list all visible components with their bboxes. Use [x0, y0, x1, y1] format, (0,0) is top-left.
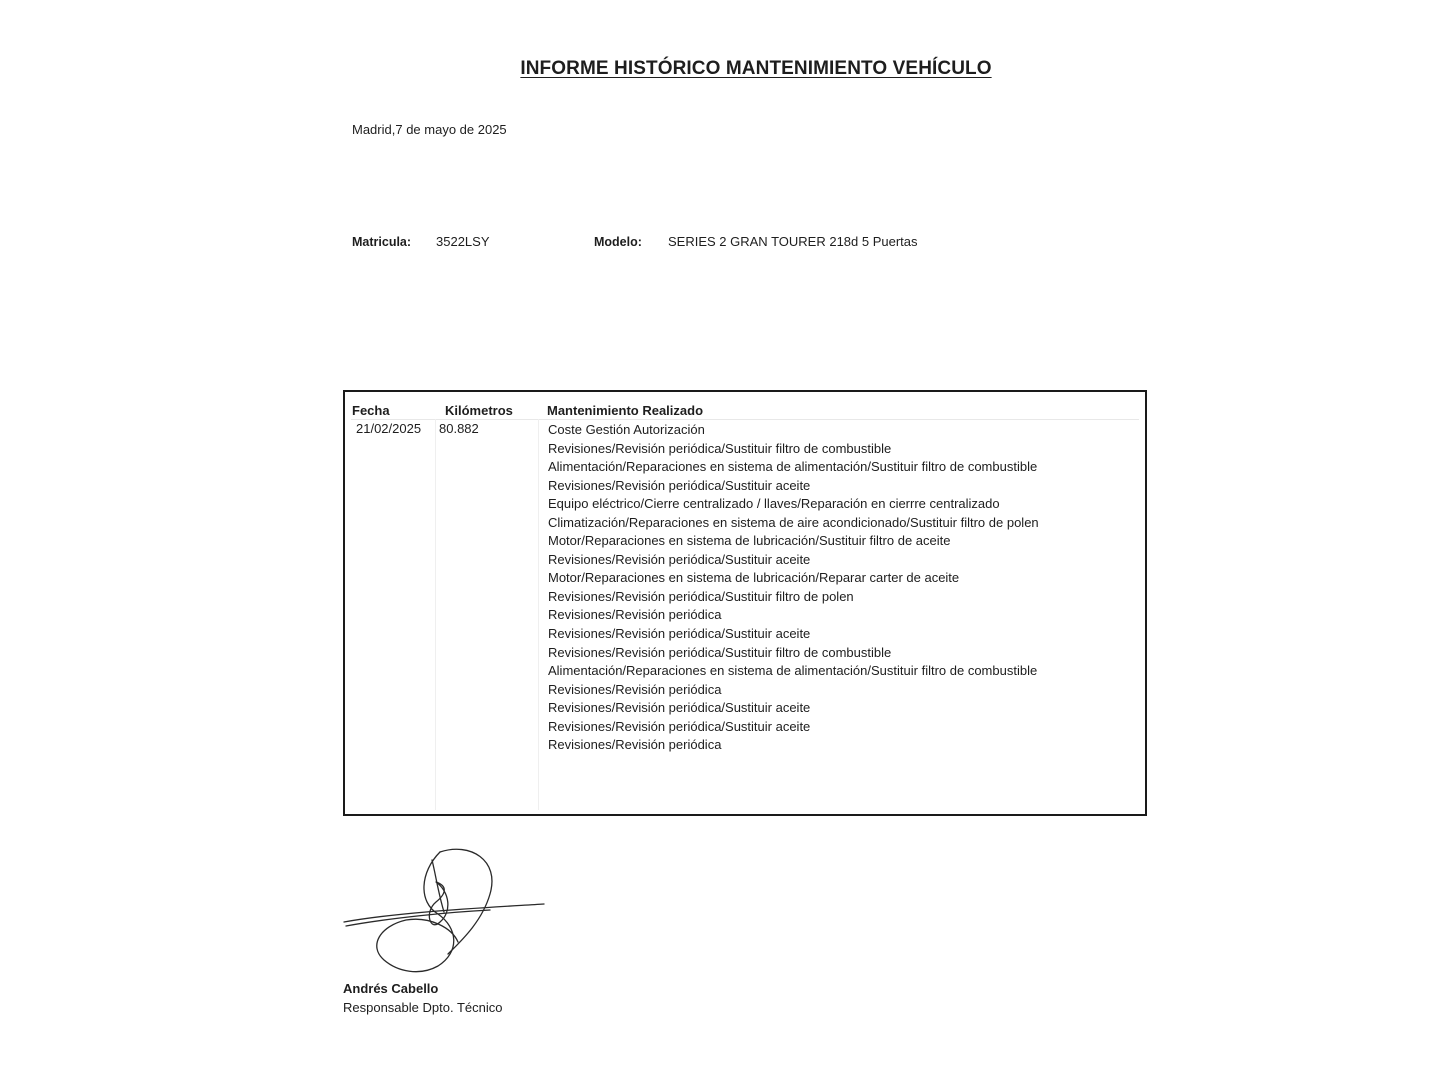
- column-divider: [435, 419, 436, 810]
- signature-image: [340, 842, 550, 977]
- header-maintenance: Mantenimiento Realizado: [547, 403, 704, 418]
- maintenance-item: Motor/Reparaciones en sistema de lubricación/Reparar carter de aceite: [548, 570, 960, 586]
- model-label: Modelo:: [594, 235, 642, 249]
- maintenance-item: Climatización/Reparaciones en sistema de aire acondicionado/Sustituir filtro de polen: [548, 514, 1039, 530]
- column-divider: [538, 419, 539, 810]
- model-value: SERIES 2 GRAN TOURER 218d 5 Puertas: [668, 234, 918, 249]
- maintenance-item: Revisiones/Revisión periódica: [548, 681, 722, 697]
- maintenance-item: Motor/Reparaciones en sistema de lubricación/Sustituir filtro de aceite: [548, 533, 951, 549]
- signer-name: Andrés Cabello: [343, 981, 439, 996]
- maintenance-item: Revisiones/Revisión periódica/Sustituir aceite: [548, 700, 811, 716]
- maintenance-item: Coste Gestión Autorización: [548, 422, 705, 437]
- maintenance-item: Revisiones/Revisión periódica/Sustituir aceite: [548, 477, 811, 493]
- plate-value: 3522LSY: [436, 234, 490, 249]
- maintenance-item: Revisiones/Revisión periódica/Sustituir aceite: [548, 718, 811, 734]
- maintenance-item: Alimentación/Reparaciones en sistema de alimentación/Sustituir filtro de combustible: [548, 459, 1038, 475]
- maintenance-item: Alimentación/Reparaciones en sistema de alimentación/Sustituir filtro de combustible: [548, 663, 1038, 679]
- maintenance-item: Revisiones/Revisión periódica/Sustituir filtro de combustible: [548, 440, 892, 456]
- header-km: Kilómetros: [445, 403, 513, 418]
- maintenance-item: Revisiones/Revisión periódica/Sustituir filtro de combustible: [548, 644, 892, 660]
- header-date: Fecha: [352, 403, 390, 418]
- maintenance-item: Revisiones/Revisión periódica/Sustituir filtro de polen: [548, 588, 854, 604]
- maintenance-item: Equipo eléctrico/Cierre centralizado / llaves/Reparación en cierrre centralizado: [548, 496, 1000, 512]
- maintenance-item: Revisiones/Revisión periódica/Sustituir aceite: [548, 551, 811, 567]
- plate-label: Matricula:: [352, 235, 412, 249]
- report-title: INFORME HISTÓRICO MANTENIMIENTO VEHÍCULO: [520, 58, 992, 79]
- place-date: Madrid,7 de mayo de 2025: [352, 122, 507, 137]
- record-date: 21/02/2025: [356, 421, 422, 436]
- signer-role: Responsable Dpto. Técnico: [343, 1000, 503, 1015]
- maintenance-item: Revisiones/Revisión periódica: [548, 607, 722, 623]
- maintenance-list: [548, 421, 1048, 755]
- maintenance-item: Revisiones/Revisión periódica/Sustituir aceite: [548, 626, 811, 642]
- maintenance-table: [343, 390, 1147, 816]
- record-km: 80.882: [439, 421, 479, 436]
- header-rule: [351, 419, 1139, 420]
- maintenance-item: Revisiones/Revisión periódica: [548, 737, 722, 753]
